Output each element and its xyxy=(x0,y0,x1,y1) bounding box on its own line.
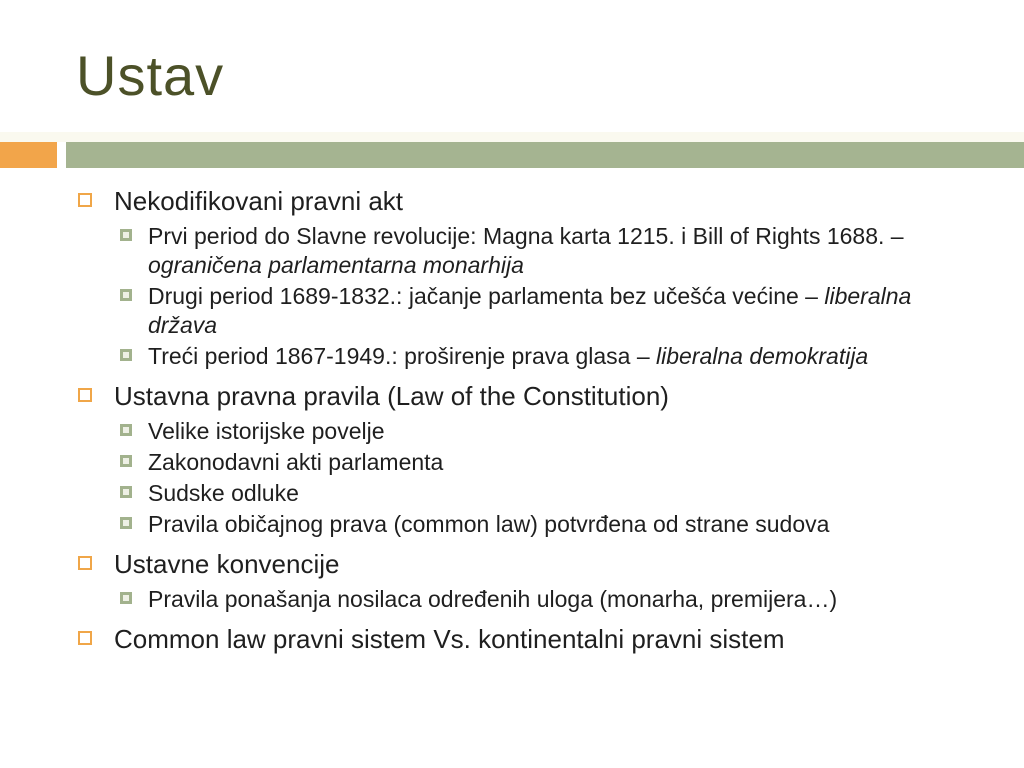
list-item-text-plain: Common law pravni sistem Vs. kontinentalni pravni sistem xyxy=(114,624,785,654)
list-item-text-plain: Prvi period do Slavne revolucije: Magna karta 1215. i Bill of Rights 1688. – xyxy=(148,223,904,249)
list-item xyxy=(120,479,970,508)
list-item-text xyxy=(148,585,970,614)
list-item xyxy=(120,585,970,614)
filled-square-bullet-icon xyxy=(120,592,132,604)
list-item-text-italic: liberalna demokratija xyxy=(656,343,869,369)
filled-square-bullet-icon xyxy=(120,424,132,436)
hollow-square-bullet-icon xyxy=(78,556,92,570)
list-item-text xyxy=(148,479,970,508)
list-item xyxy=(120,417,970,446)
ivory-accent-strip xyxy=(0,132,1024,142)
list-item-text-italic: liberalna država xyxy=(148,283,912,338)
list-item-text-italic: ograničena parlamentarna monarhija xyxy=(148,252,524,278)
list-item xyxy=(120,282,970,340)
list-item-text xyxy=(114,624,970,654)
list-item xyxy=(78,549,970,579)
list-item-text-plain: Pravila običajnog prava (common law) potvrđena od strane sudova xyxy=(148,511,830,537)
list-item-text xyxy=(148,342,970,371)
list-item-text xyxy=(114,549,970,579)
list-item-text-plain: Drugi period 1689-1832.: jačanje parlamenta bez učešća većine – xyxy=(148,283,825,309)
slide-body xyxy=(78,184,970,660)
list-item-text-plain: Treći period 1867-1949.: proširenje prava glasa – xyxy=(148,343,656,369)
green-accent-bar xyxy=(66,142,1024,168)
list-item-text-plain: Sudske odluke xyxy=(148,480,299,506)
list-item xyxy=(78,381,970,411)
list-item xyxy=(78,624,970,654)
list-item-text-plain: Nekodifikovani pravni akt xyxy=(114,186,404,216)
filled-square-bullet-icon xyxy=(120,229,132,241)
filled-square-bullet-icon xyxy=(120,486,132,498)
list-item-text xyxy=(148,510,970,539)
list-item xyxy=(120,448,970,477)
list-item xyxy=(120,342,970,371)
list-item-text-plain: Zakonodavni akti parlamenta xyxy=(148,449,444,475)
list-item-text-plain: Velike istorijske povelje xyxy=(148,418,385,444)
list-item xyxy=(120,222,970,280)
list-item-text-plain: Ustavne konvencije xyxy=(114,549,340,579)
filled-square-bullet-icon xyxy=(120,455,132,467)
filled-square-bullet-icon xyxy=(120,289,132,301)
list-item-text xyxy=(148,448,970,477)
filled-square-bullet-icon xyxy=(120,349,132,361)
filled-square-bullet-icon xyxy=(120,517,132,529)
slide-title: Ustav xyxy=(76,44,225,107)
list-item-text xyxy=(148,222,970,280)
hollow-square-bullet-icon xyxy=(78,388,92,402)
hollow-square-bullet-icon xyxy=(78,631,92,645)
hollow-square-bullet-icon xyxy=(78,193,92,207)
list-item-text xyxy=(148,417,970,446)
list-item xyxy=(78,186,970,216)
list-item-text xyxy=(114,186,970,216)
list-item xyxy=(120,510,970,539)
list-item-text xyxy=(148,282,970,340)
list-item-text-plain: Ustavna pravna pravila (Law of the Constitution) xyxy=(114,381,669,411)
list-item-text-plain: Pravila ponašanja nosilaca određenih uloga (monarha, premijera…) xyxy=(148,586,838,612)
orange-accent-bar xyxy=(0,142,57,168)
list-item-text xyxy=(114,381,970,411)
